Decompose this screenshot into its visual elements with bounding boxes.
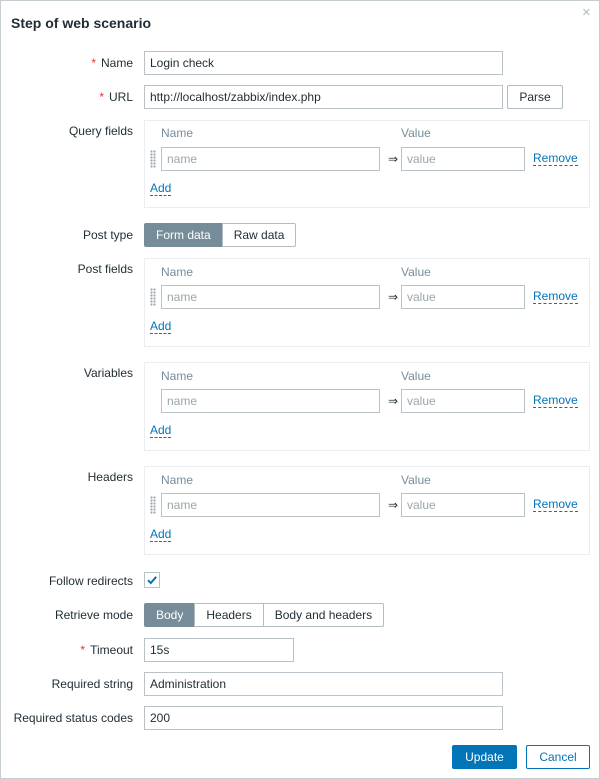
required-string-label: Required string: [51, 677, 133, 691]
required-status-codes-input[interactable]: [144, 706, 503, 730]
dialog-title: Step of web scenario: [11, 15, 152, 31]
drag-handle-icon[interactable]: [150, 288, 156, 306]
retrieve-mode-body[interactable]: Body: [144, 603, 195, 627]
query-fields-label: Query fields: [68, 124, 133, 138]
arrow-icon: ⇒: [388, 290, 399, 304]
post-type-form-data[interactable]: Form data: [144, 223, 223, 247]
retrieve-mode-toggle: [144, 603, 384, 627]
arrow-icon: ⇒: [388, 498, 399, 512]
close-icon[interactable]: ×: [582, 4, 591, 21]
post-col-value: Value: [401, 265, 431, 279]
headers-label: Headers: [87, 470, 133, 484]
retrieve-mode-label: Retrieve mode: [54, 608, 133, 622]
query-col-name: Name: [161, 126, 194, 140]
follow-redirects-checkbox[interactable]: [144, 572, 160, 588]
post-type-toggle: [144, 223, 296, 247]
required-string-input[interactable]: [144, 672, 503, 696]
drag-handle-icon[interactable]: [150, 150, 156, 168]
variables-col-name: Name: [161, 369, 194, 383]
query-value-input[interactable]: [401, 147, 525, 171]
headers-col-value: Value: [401, 473, 431, 487]
query-name-input[interactable]: [161, 147, 380, 171]
timeout-label: * Timeout: [80, 643, 133, 657]
follow-redirects-label: Follow redirects: [48, 574, 133, 588]
query-add-link[interactable]: Add: [150, 181, 172, 195]
headers-table: [144, 466, 590, 555]
cancel-button[interactable]: Cancel: [526, 745, 590, 769]
name-label: * Name: [91, 56, 133, 70]
post-add-link[interactable]: Add: [150, 319, 172, 333]
arrow-icon: ⇒: [388, 152, 399, 166]
variables-col-value: Value: [401, 369, 431, 383]
post-fields-table: [144, 258, 590, 347]
variables-value-input[interactable]: [401, 389, 525, 413]
checkmark-icon: [146, 574, 158, 586]
post-remove-link[interactable]: Remove: [533, 289, 578, 303]
retrieve-mode-body-and-headers[interactable]: Body and headers: [263, 603, 384, 627]
name-input[interactable]: [144, 51, 503, 75]
post-type-raw-data[interactable]: Raw data: [222, 223, 297, 247]
post-type-label: Post type: [82, 228, 133, 242]
post-name-input[interactable]: [161, 285, 380, 309]
variables-remove-link[interactable]: Remove: [533, 393, 578, 407]
url-input[interactable]: [144, 85, 503, 109]
headers-remove-link[interactable]: Remove: [533, 497, 578, 511]
variables-label: Variables: [83, 366, 133, 380]
update-button[interactable]: Update: [452, 745, 517, 769]
headers-name-input[interactable]: [161, 493, 380, 517]
headers-col-name: Name: [161, 473, 194, 487]
url-label: * URL: [99, 90, 133, 104]
retrieve-mode-headers[interactable]: Headers: [194, 603, 263, 627]
headers-value-input[interactable]: [401, 493, 525, 517]
post-col-name: Name: [161, 265, 194, 279]
query-remove-link[interactable]: Remove: [533, 151, 578, 165]
timeout-input[interactable]: [144, 638, 294, 662]
headers-add-link[interactable]: Add: [150, 527, 172, 541]
variables-table: [144, 362, 590, 451]
variables-add-link[interactable]: Add: [150, 423, 172, 437]
variables-name-input[interactable]: [161, 389, 380, 413]
post-value-input[interactable]: [401, 285, 525, 309]
query-col-value: Value: [401, 126, 431, 140]
post-fields-label: Post fields: [77, 262, 133, 276]
arrow-icon: ⇒: [388, 394, 399, 408]
parse-button[interactable]: Parse: [507, 85, 563, 109]
drag-handle-icon[interactable]: [150, 496, 156, 514]
required-status-codes-label: Required status codes: [13, 711, 133, 725]
query-fields-table: [144, 120, 590, 208]
